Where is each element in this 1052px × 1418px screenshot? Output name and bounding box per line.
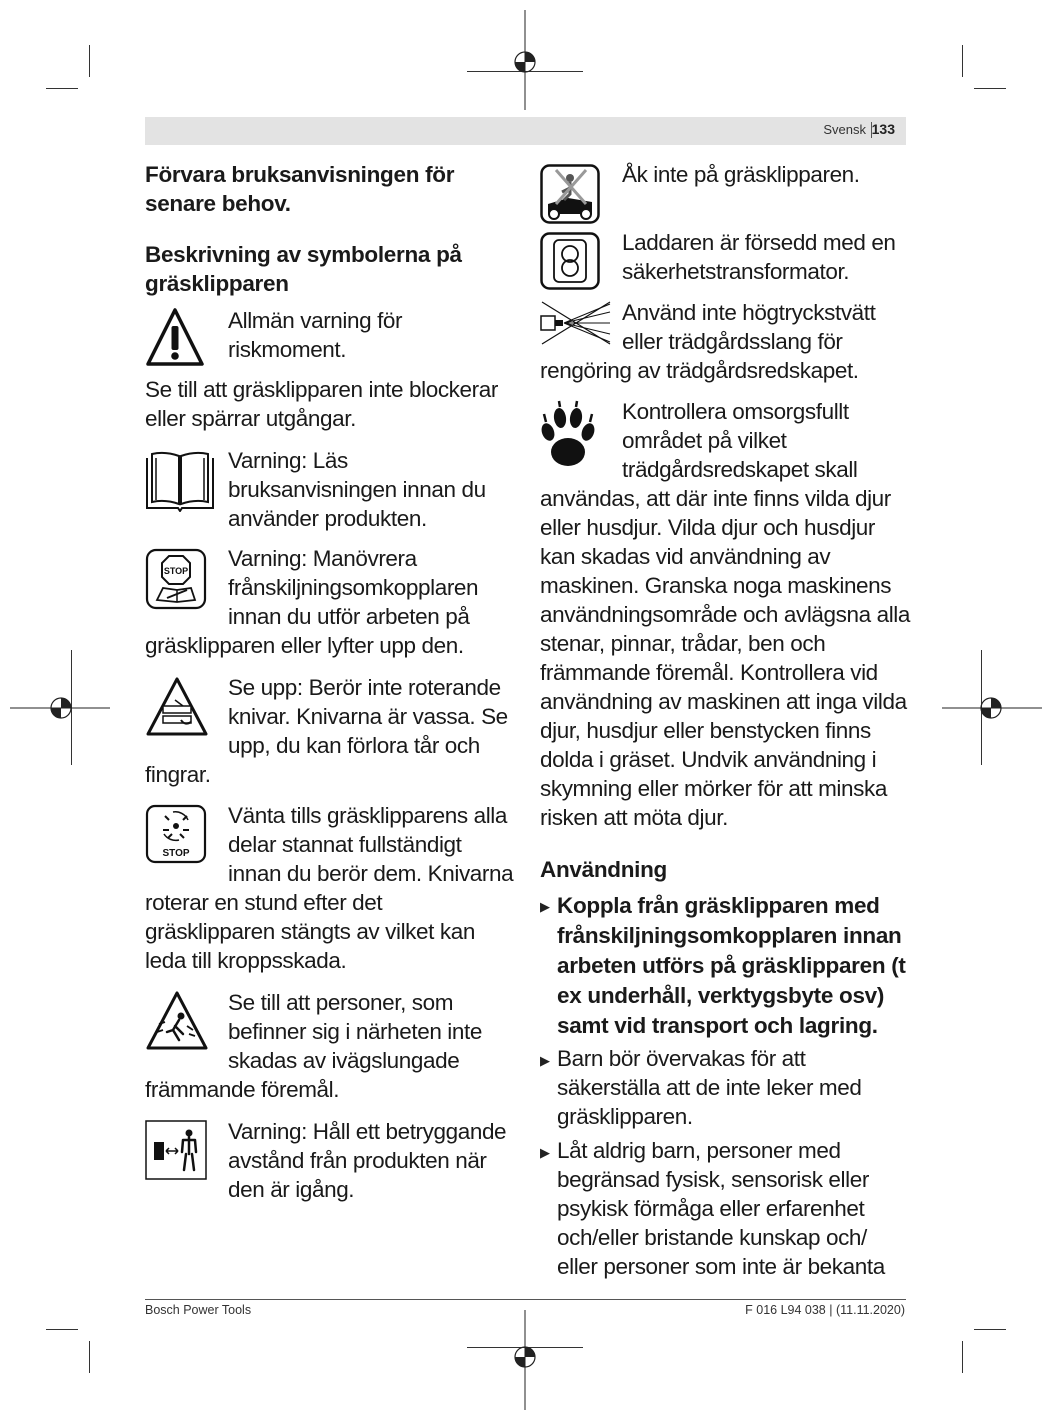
text-wait-stop-cont: roterar en stund efter det gräsklipparen stängts av vilket kan leda till kroppsskada. (145, 890, 475, 973)
text-no-pressure-washer-cont: rengöring av trädgårdsredskapet. (540, 358, 859, 383)
text-general-warning: Allmän varning för riskmoment. (228, 308, 403, 362)
general-warning-icon (145, 306, 205, 368)
text-animals-cont: användas, att där inte finns vilda djur eller husdjur. Vilda djur och husdjur kan skadas vid användning av maskinen. Granska noga maskinens användningsområde och avlägsna alla stenar, pinnar, trådar, ben och främmande föremål. Kontrollera vid användning av maskinen att inga vilda djur, husdjur eller benstycken finns dolda i gräset. Undvik användning i skymning eller mörker för att minska risken att möta djur. (540, 486, 911, 830)
page-number: 133 (871, 121, 895, 137)
bullet-triangle-icon: ▶ (540, 1053, 550, 1068)
registration-mark-left (10, 688, 110, 728)
rotating-stop-icon (145, 804, 207, 864)
footer-rule (145, 1299, 906, 1300)
page-header (145, 117, 906, 145)
text-thrown-objects-cont: främmande föremål. (145, 1077, 340, 1102)
heading-usage: Användning (540, 857, 667, 882)
text-wait-stop: Vänta tills gräsklipparens alla delar stannat fullständigt innan du berör dem. Knivarna (228, 803, 514, 886)
footer-brand: Bosch Power Tools (145, 1303, 252, 1317)
safety-transformer-icon (540, 232, 600, 290)
text-safety-transformer: Laddaren är försedd med en säkerhetstransformator. (622, 230, 896, 284)
registration-mark-top (505, 10, 545, 110)
bullet-children: Barn bör övervakas för att säkerställa att de inte leker med gräsklipparen. (557, 1046, 862, 1129)
animal-paw-icon (540, 400, 596, 470)
thrown-objects-icon (145, 990, 209, 1052)
footer-doc-number: F 016 L94 038 | (11.11.2020) (745, 1303, 905, 1317)
registration-mark-bottom (505, 1310, 545, 1410)
read-manual-icon (145, 450, 215, 512)
text-no-pressure-washer: Använd inte högtryckstvätt eller trädgårdsslang för (622, 300, 876, 354)
text-thrown-objects: Se till att personer, som befinner sig i närheten inte skadas av ivägslungade (228, 990, 482, 1073)
text-animals: Kontrollera omsorgsfullt området på vilket trädgårdsredskapet skall (622, 399, 858, 482)
header-language: Svensk (823, 122, 866, 137)
text-disconnect: Varning: Manövrera frånskiljningsomkopplaren innan du utför arbeten på (228, 546, 479, 629)
bullet-triangle-icon: ▶ (540, 1145, 550, 1160)
svg-text:STOP: STOP (162, 848, 190, 859)
heading-keep-manual: Förvara bruksanvisningen för senare behov. (145, 162, 455, 216)
no-riding-icon (540, 164, 600, 224)
keep-distance-icon (145, 1120, 207, 1180)
text-disconnect-cont: gräsklipparen eller lyfter upp den. (145, 633, 464, 658)
text-blades: Se upp: Berör inte roterande knivar. Knivarna är vassa. Se upp, du kan förlora tår och (228, 675, 508, 758)
stop-manual-icon (145, 548, 207, 610)
text-read-manual: Varning: Läs bruksanvisningen innan du använder produkten. (228, 448, 486, 531)
no-pressure-washer-icon (540, 300, 612, 346)
blade-warning-icon (145, 676, 209, 738)
heading-symbols: Beskrivning av symbolerna på gräsklipparen (145, 242, 462, 296)
text-blades-cont: fingrar. (145, 762, 211, 787)
bullet-triangle-icon: ▶ (540, 899, 550, 914)
registration-mark-right (942, 688, 1042, 728)
text-exits: Se till att gräsklipparen inte blockerar eller spärrar utgångar. (145, 377, 498, 431)
text-no-riding: Åk inte på gräsklipparen. (622, 162, 860, 187)
svg-text:STOP: STOP (163, 566, 189, 576)
text-distance: Varning: Håll ett betryggande avstånd från produkten när den är igång. (228, 1119, 507, 1202)
bullet-never-allow: Låt aldrig barn, personer med begränsad fysisk, sensorisk eller psykisk förmåga eller erfarenhet och/eller bristande kunskap och/ eller personer som inte är bekanta (557, 1138, 885, 1279)
bullet-disconnect: Koppla från gräsklipparen med frånskiljningsomkopplaren innan arbeten utförs på gräsklipparen (t ex underhåll, verktygsbyte osv) samt vid transport och lagring. (557, 893, 906, 1038)
